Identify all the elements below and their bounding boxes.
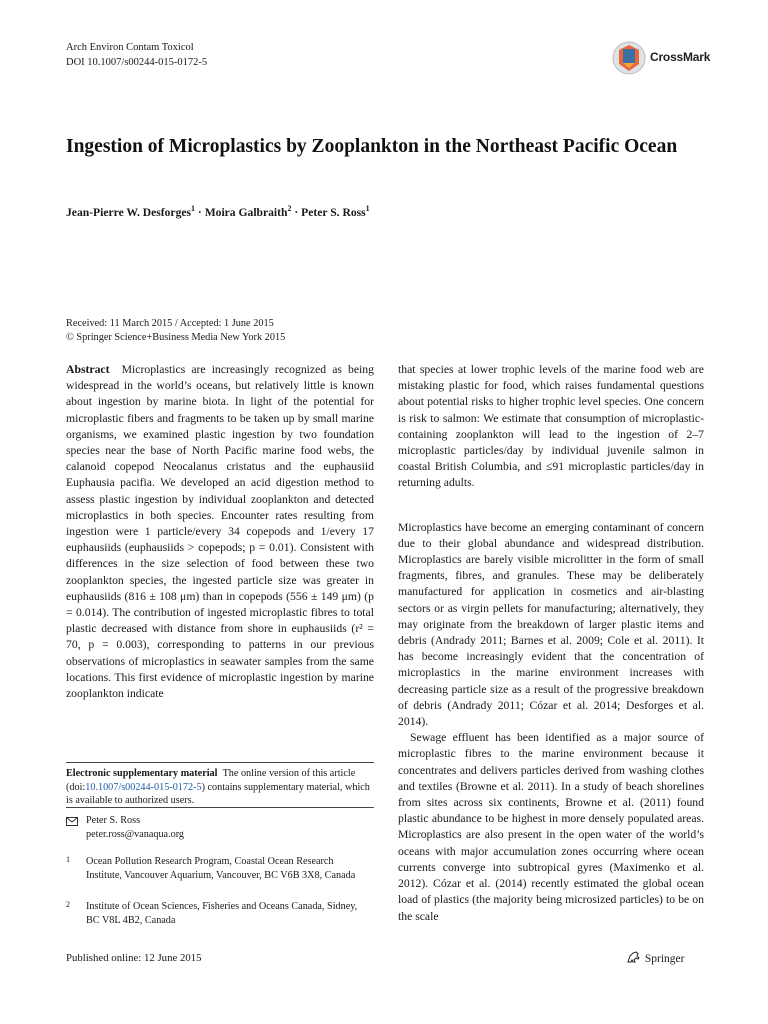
affiliation-number: 1 xyxy=(66,855,70,864)
author-list: Jean-Pierre W. Desforges$^1$ · Moira Galbraith$^2$ · Peter S. Ross$^1$ xyxy=(66,204,370,219)
publisher-name: Springer xyxy=(644,953,685,965)
received-accepted-dates: Received: 11 March 2015 / Accepted: 1 June 2015 xyxy=(66,318,274,329)
affiliation-2 xyxy=(66,900,374,927)
crossmark-icon xyxy=(612,40,646,76)
author-name[interactable]: Peter S. Ross xyxy=(301,205,366,219)
intro-paragraph-1: Microplastics have become an emerging contaminant of concern due to their global abundance and widespread distribution. Microplastics are barely visible microlitter in the form of small fragments, fibres, and granules. These may be deliberately manufactured for application in cosmetics and air-blasting sectors or as virgin pellets for manufacturing; alternatively, they may originate from the breakdown of larger plastic items and debris (Andrady 2011; Barnes et al. 2009; Cole et al. 2011). It has become increasingly evident that the concentration of microplastics in the marine environment increases with decreasing particle size as a result of the progressive breakdown of debris (Andrady 2011; Cózar et al. 2014; Desforges et al. 2014). xyxy=(398,520,704,729)
esm-label: Electronic supplementary material xyxy=(66,768,218,779)
envelope-icon xyxy=(66,817,78,826)
author-affiliation-marker: 1 xyxy=(365,204,370,213)
article-title: Ingestion of Microplastics by Zooplankton in the Northeast Pacific Ocean xyxy=(66,136,678,157)
correspondence xyxy=(66,814,374,841)
journal-name: Arch Environ Contam Toxicol xyxy=(66,42,194,53)
springer-horse-icon xyxy=(626,950,642,964)
abstract-continuation: that species at lower trophic levels of the marine food web are mistaking plastic for food, which raises fundamental questions about potential risks to higher trophic level species. One concern is risk to salmon: We estimate that consumption of microplastic-containing zooplankton will lead to the ingestion of 2–7 microplastic particles/day by individual juvenile salmon in coastal British Columbia, and ≤91 microplastic particles/day in returning adults. xyxy=(398,363,704,490)
corresponding-author-name: Peter S. Ross xyxy=(86,815,141,826)
publisher-footer[interactable] xyxy=(626,950,684,965)
copyright-notice: © Springer Science+Business Media New York 2015 xyxy=(66,332,286,343)
author-name[interactable]: Moira Galbraith xyxy=(204,205,288,219)
author-name[interactable]: Jean-Pierre W. Desforges xyxy=(66,205,192,219)
esm-doi-link[interactable]: 10.1007/s00244-015-0172-5 xyxy=(85,781,202,793)
affiliation-text: Institute of Ocean Sciences, Fisheries and Oceans Canada, Sidney, BC V8L 4B2, Canada xyxy=(86,901,358,926)
author-affiliation-marker: 1 xyxy=(191,204,196,213)
affiliation-text: Ocean Pollution Research Program, Coastal Ocean Research Institute, Vancouver Aquarium, Vancouver, BC V6B 3X8, Canada xyxy=(86,856,356,881)
crossmark-label[interactable]: CrossMark xyxy=(650,50,711,64)
abstract-label: Abstract xyxy=(66,363,110,376)
esm-text-before: The online version of this article (doi: xyxy=(66,768,356,793)
published-online-date: Published online: 12 June 2015 xyxy=(66,952,202,964)
affiliation-1 xyxy=(66,855,374,882)
journal-header xyxy=(66,40,207,70)
journal-doi: DOI 10.1007/s00244-015-0172-5 xyxy=(66,57,208,68)
footnote-divider xyxy=(66,807,374,808)
affiliation-number: 2 xyxy=(66,900,70,909)
esm-divider xyxy=(66,762,374,763)
supplementary-material-note xyxy=(66,767,374,808)
corresponding-author-email[interactable]: peter.ross@vanaqua.org xyxy=(86,828,185,840)
esm-text-after: ) contains supplementary material, which is available to authorized users. xyxy=(66,781,370,807)
right-column xyxy=(398,362,704,925)
article-dates xyxy=(66,317,285,345)
author-affiliation-marker: 2 xyxy=(287,204,292,213)
abstract-text: Microplastics are increasingly recognized as being widespread in the world’s oceans, but relatively little is known about ingestion by marine biota. In light of the potential for microplastic fibers and fragments to be taken up by small marine organisms, we examined plastic ingestion by two foundation species near the base of North Pacific marine food webs, the calanoid copepod Neocalanus cristatus and the euphausiid Euphausia pacifia. We developed an acid digestion method to assess plastic ingestion by individual zooplankton and detected microplastics in both species. Encounter rates resulting from ingestion were 1 particle/every 34 copepods and 1/every 17 euphausiids (euphausiids > copepods; p = 0.01). Consistent with differences in the size selection of food between these two zooplankton species, the ingested particle size was greater in euphausiids (816 ± 108 μm) than in copepods (556 ± 149 μm) (p = 0.014). The contribution of ingested microplastic fibres to total plastic decreased with distance from shore in euphausiids (r² = 70, p = 0.003), corresponding to patterns in our previous observations of microplastics in seawater samples from the same locations. This first evidence of microplastic ingestion by marine zooplankton indicate xyxy=(66,363,374,701)
intro-paragraph-2: Sewage effluent has been identified as a major source of microplastic fibres to the marine environment because it concentrates and delivers particles derived from washing clothes and textiles (Browne et al. 2011). In a study of beach shorelines from sites across six continents, Browne et al. (2011) found plastic abundance to be highest in more densely populated areas. Microplastics are also present in the open water of the world’s oceans with major accumulation zones occurring where ocean currents converge into subtropical gyres (Maximenko et al. 2012). Cózar et al. (2014) recently estimated the global ocean load of plastics (the majority being microsized particles) to be on the scale xyxy=(398,731,704,923)
abstract-left-column xyxy=(66,362,374,702)
